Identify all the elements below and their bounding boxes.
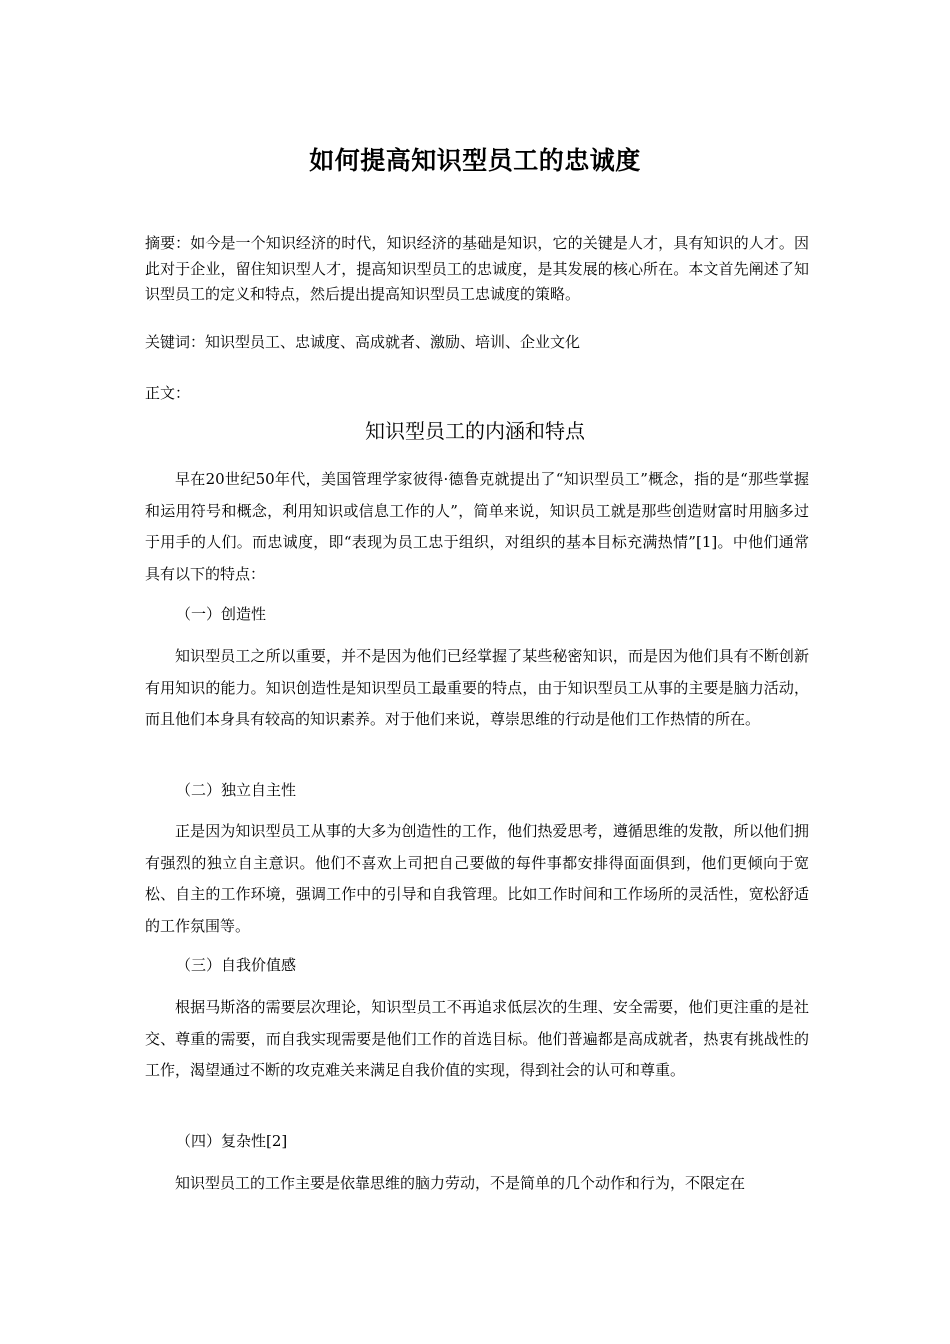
subsection-paragraph-autonomy: 正是因为知识型员工从事的大多为创造性的工作，他们热爱思考，遵循思维的发散，所以他们拥有强烈的独立自主意识。他们不喜欢上司把自己要做的每件事都安排得面面俱到，他们更倾向于宽松、自主的工作环境，强调工作中的引导和自我管理。比如工作时间和工作场所的灵活性，宽松舒适的工作氛围等。 (145, 822, 809, 935)
document-title: 如何提高知识型员工的忠诚度 (309, 146, 641, 175)
subsection-paragraph-complexity: 知识型员工的工作主要是依靠思维的脑力劳动，不是简单的几个动作和行为，不限定在 (175, 1174, 746, 1192)
subsection-heading-complexity: （四）复杂性[2] (176, 1132, 288, 1150)
subsection-paragraph-self-worth: 根据马斯洛的需要层次理论，知识型员工不再追求低层次的生理、安全需要，他们更注重的是社交、尊重的需要，而自我实现需要是他们工作的首选目标。他们普遍都是高成就者，热衷有挑战性的工作，渴望通过不断的攻克难关来满足自我价值的实现，得到社会的认可和尊重。 (145, 998, 809, 1079)
intro-paragraph: 早在20世纪50年代，美国管理学家彼得·德鲁克就提出了“知识型员工”概念，指的是“那些掌握和运用符号和概念，利用知识或信息工作的人”，简单来说，知识员工就是那些创造财富时用脑多过于用手的人们。而忠诚度，即“表现为员工忠于组织，对组织的基本目标充满热情”[1]。中他们通常具有以下的特点： (145, 470, 809, 583)
body-label: 正文： (145, 384, 191, 402)
section-title: 知识型员工的内涵和特点 (365, 419, 585, 443)
subsection-heading-self-worth: （三）自我价值感 (176, 956, 297, 974)
subsection-heading-creativity: （一）创造性 (176, 605, 267, 623)
subsection-heading-autonomy: （二）独立自主性 (176, 781, 297, 799)
keywords-line: 关键词：知识型员工、忠诚度、高成就者、激励、培训、企业文化 (145, 333, 581, 351)
abstract-paragraph: 摘要：如今是一个知识经济的时代，知识经济的基础是知识，它的关键是人才，具有知识的人才。因此对于企业，留住知识型人才，提高知识型员工的忠诚度，是其发展的核心所在。本文首先阐述了知识型员工的定义和特点，然后提出提高知识型员工忠诚度的策略。 (145, 234, 809, 303)
subsection-paragraph-creativity: 知识型员工之所以重要，并不是因为他们已经掌握了某些秘密知识，而是因为他们具有不断创新有用知识的能力。知识创造性是知识型员工最重要的特点，由于知识型员工从事的主要是脑力活动，而且他们本身具有较高的知识素养。对于他们来说，尊崇思维的行动是他们工作热情的所在。 (145, 647, 809, 728)
